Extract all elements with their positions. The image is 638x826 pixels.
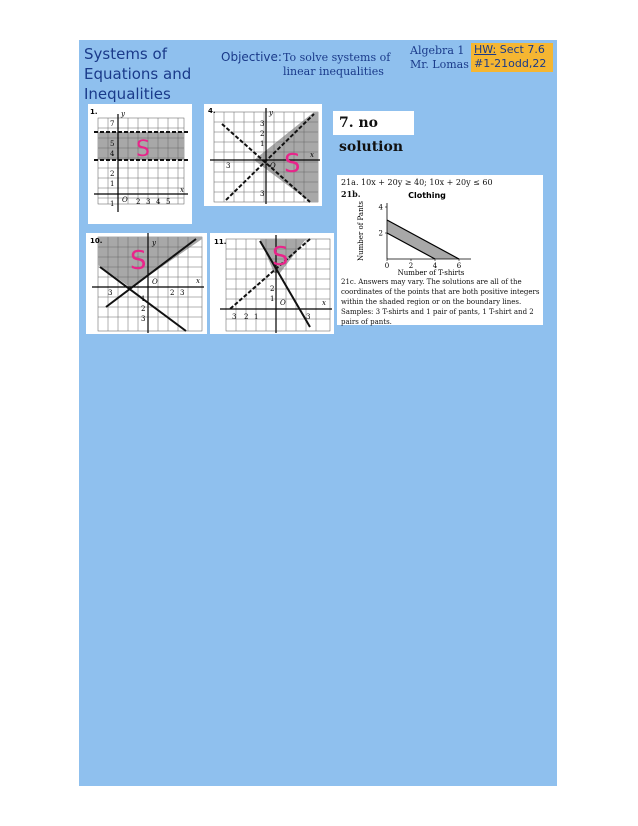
- problem-10-xtick: 3: [180, 289, 185, 297]
- problem-1-ytick: 1: [110, 200, 115, 208]
- problem-10-number: 10.: [90, 237, 103, 245]
- problem-11-ytick: 1: [270, 295, 275, 303]
- course-info: [410, 44, 469, 72]
- problem-1-origin: O: [122, 196, 128, 204]
- problem-10-xtick: 3: [108, 289, 113, 297]
- objective-line-1: To solve systems of: [283, 51, 391, 64]
- problem-4-x-label: x: [310, 151, 314, 159]
- problem-11-ytick: 2: [270, 285, 275, 293]
- chart-x-tick-label: 6: [456, 262, 462, 270]
- problem-4-ytick: 1: [260, 140, 265, 148]
- problem-1-y-label: y: [121, 110, 125, 118]
- problem-4-number: 4.: [208, 107, 216, 115]
- problem-11-origin: O: [280, 299, 286, 307]
- problem-4-handwritten-s: S: [284, 149, 301, 179]
- clothing-chart: [359, 189, 477, 277]
- problem-1-ytick: 7: [110, 120, 115, 128]
- problem-7-answer: 7. no solution: [333, 111, 414, 135]
- chart-x-label: Number of T-shirts: [397, 269, 465, 277]
- problem-10-ytick: 3: [141, 315, 146, 323]
- problem-1-x-label: x: [180, 186, 184, 194]
- problem-1-xtick: 5: [166, 198, 171, 206]
- chart-x-tick-label: 0: [384, 262, 390, 270]
- problem-11-graph: [210, 233, 334, 334]
- problem-1-xtick: 2: [136, 198, 141, 206]
- problem-1-ytick: 4: [110, 150, 115, 158]
- problem-4-y-label: y: [269, 109, 273, 117]
- problem-4-origin: O: [270, 162, 276, 170]
- problem-10-ytick: 2: [141, 305, 146, 313]
- chart-y-label: Number of Pants: [357, 201, 365, 261]
- hw-label: HW:: [474, 43, 497, 56]
- problem-10-x-label: x: [196, 277, 200, 285]
- problem-21a-text: 21a. 10x + 20y ≥ 40; 10x + 20y ≤ 60: [341, 178, 493, 187]
- problem-11-number: 11.: [214, 238, 227, 246]
- hw-section: Sect 7.6: [499, 43, 545, 56]
- chart-title: Clothing: [408, 191, 446, 200]
- problem-1-ytick: 2: [110, 170, 115, 178]
- problem-11-xtick: 3: [232, 313, 237, 321]
- objective-line-2: linear inequalities: [283, 65, 384, 78]
- problem-1-ytick: 1: [110, 180, 115, 188]
- problem-21c-text: 21c. Answers may vary. The solutions are all of the coordinates of the points that are both positive integers within the shaded region or on the boundary lines. Samples: 3 T-shirts and 1 pair of pants, 1 T-shirt and 2 pairs of pants.: [341, 278, 540, 326]
- hw-problems: #1-21odd,22: [474, 57, 547, 70]
- problem-1-xtick: 4: [156, 198, 161, 206]
- problem-11-xtick: 2: [244, 313, 249, 321]
- problem-1-number: 1.: [90, 108, 98, 116]
- problem-10-origin: O: [152, 278, 158, 286]
- problem-11-handwritten-s: S: [272, 242, 289, 272]
- problem-4-ytick: 3: [260, 120, 265, 128]
- problem-1-ytick: 5: [110, 140, 115, 148]
- chart-x-tick-label: 4: [432, 262, 438, 270]
- problem-1-xtick: 3: [146, 198, 151, 206]
- problem-4-ytick: 3: [260, 190, 265, 198]
- objective-label: Objective:: [221, 50, 282, 64]
- problem-10-handwritten-s: S: [130, 246, 147, 276]
- problem-10-xtick: 2: [170, 289, 175, 297]
- problem-10-y-label: y: [152, 239, 156, 247]
- chart-x-tick-label: 2: [408, 262, 414, 270]
- problem-21-answer: [337, 175, 543, 325]
- problem-11-xtick: 1: [254, 313, 259, 321]
- problem-1-handwritten-s: S: [136, 137, 150, 162]
- course-name: Algebra 1: [410, 44, 465, 57]
- homework-box: [471, 43, 553, 72]
- problem-11-xtick: 3: [306, 313, 311, 321]
- chart-y-tick-label: 4: [378, 203, 383, 212]
- problem-1-graph: [88, 104, 192, 224]
- page-title: Systems of Equations and Inequalities: [84, 45, 192, 103]
- teacher-name: Mr. Lomas: [410, 58, 469, 71]
- problem-4-ytick: 2: [260, 130, 265, 138]
- problem-10-ytick: 1: [141, 295, 146, 303]
- problem-21b-label: 21b.: [341, 189, 361, 199]
- problem-11-x-label: x: [322, 299, 326, 307]
- problem-4-graph: [204, 104, 322, 206]
- problem-4-xtick: 3: [226, 162, 231, 170]
- problem-10-graph: [86, 233, 207, 334]
- chart-y-tick-label: 2: [378, 229, 383, 238]
